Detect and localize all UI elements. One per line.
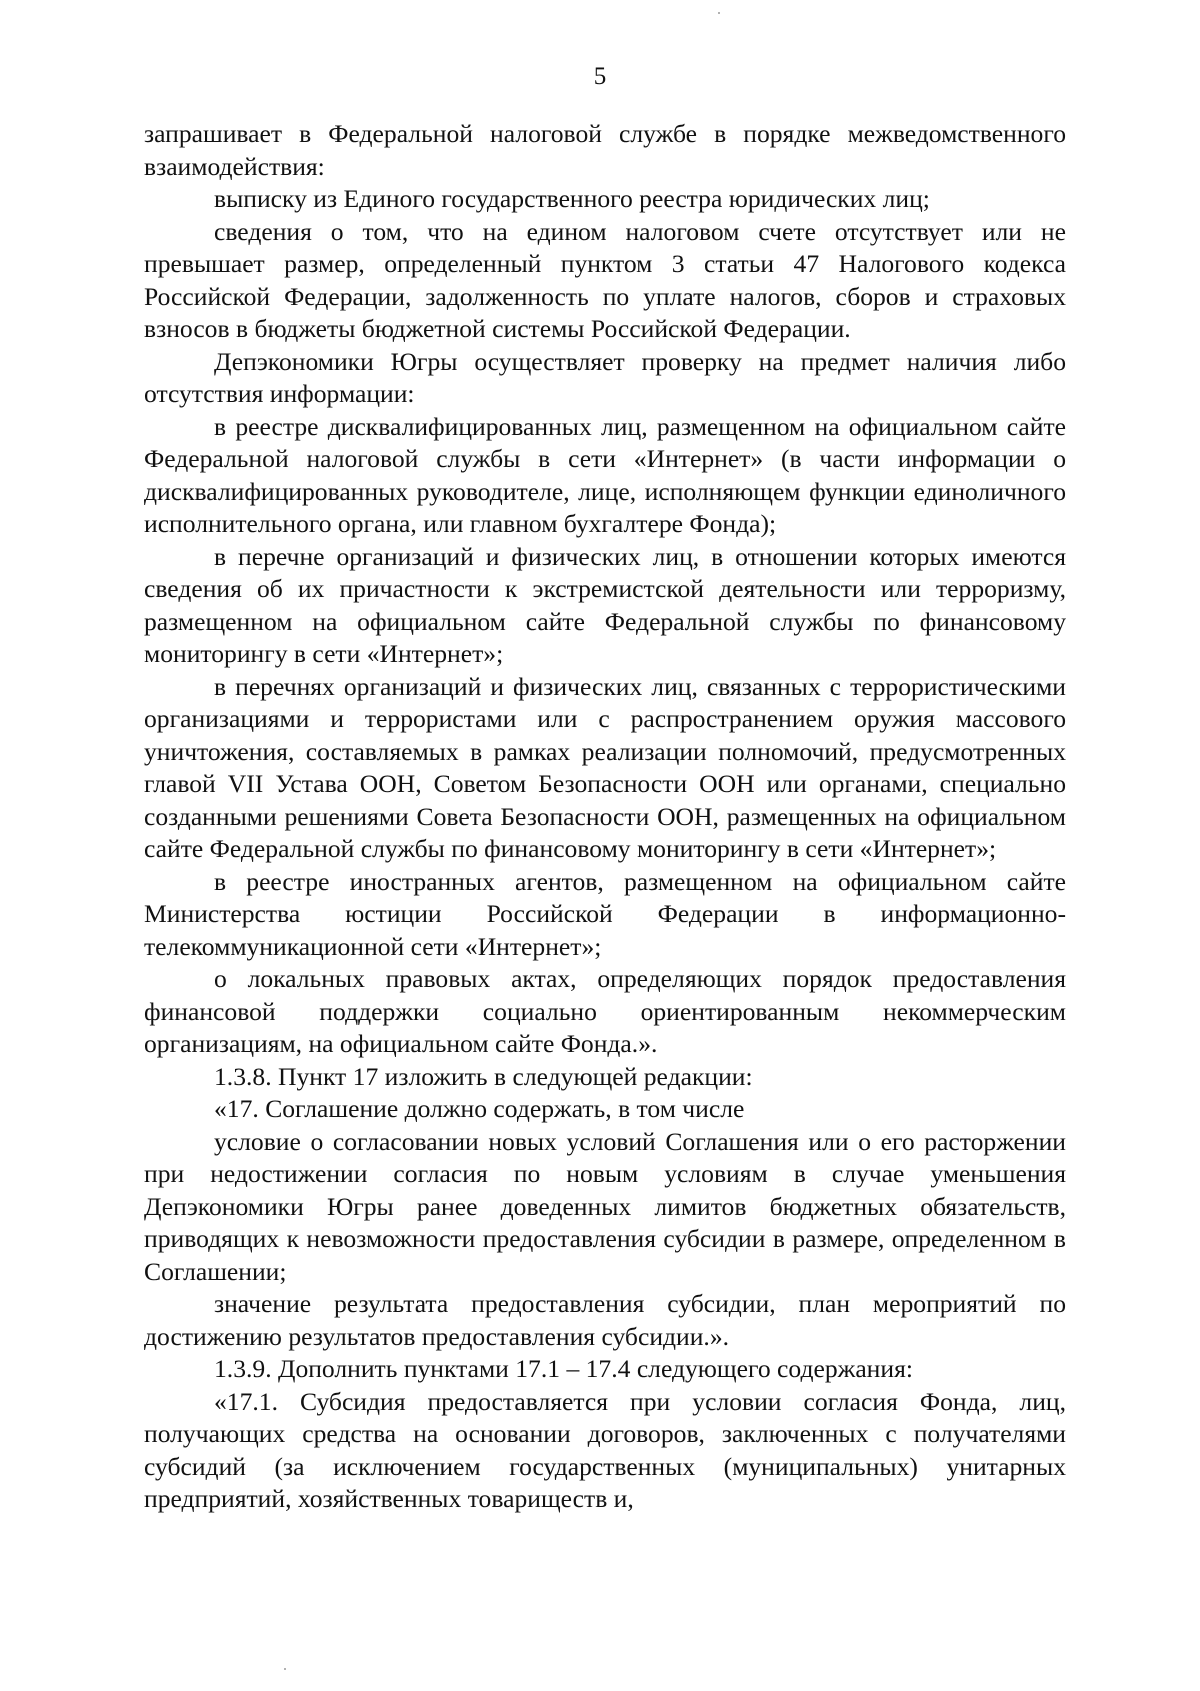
paragraph: в перечнях организаций и физических лиц, связанных с террористическими организациями и террористами или с распространением оружия массового уничтожения, составляемых в рамках реализации полномочий, предусмотренных главой VII Устава ООН, Советом Безопасности ООН или органами, специально созданными решениями Совета Безопасности ООН, размещенных на официальном сайте Федеральной службы по финансовому мониторингу в сети «Интернет»; [144, 671, 1066, 863]
paragraph: 1.3.9. Дополнить пунктами 17.1 – 17.4 следующего содержания: [214, 1354, 913, 1383]
paragraph: выписку из Единого государственного реестра юридических лиц; [214, 184, 930, 213]
document-body [144, 118, 1066, 1516]
paragraph: «17.1. Субсидия предоставляется при условии согласия Фонда, лиц, получающих средства на основании договоров, заключенных с получателями субсидий (за исключением государственных (муниципальных) унитарных предприятий, хозяйственных товариществ и, [144, 1386, 1066, 1513]
paragraph: о локальных правовых актах, определяющих порядок предоставления финансовой поддержки социально ориентированным некоммерческим организациям, на официальном сайте Фонда.». [144, 964, 1066, 1058]
paragraph: в реестре иностранных агентов, размещенном на официальном сайте Министерства юстиции Российской Федерации в информационно-телекоммуникационной сети «Интернет»; [144, 866, 1066, 961]
paragraph: Депэкономики Югры осуществляет проверку на предмет наличия либо отсутствия информации: [144, 346, 1066, 408]
paragraph: в перечне организаций и физических лиц, в отношении которых имеются сведения об их причастности к экстремистской деятельности или терроризму, размещенном на официальном сайте Федеральной службы по финансовому мониторингу в сети «Интернет»; [144, 541, 1066, 668]
page-number: 5 [593, 63, 607, 90]
paragraph: сведения о том, что на едином налоговом счете отсутствует или не превышает размер, определенный пунктом 3 статьи 47 Налогового кодекса Российской Федерации, задолженность по уплате налогов, сборов и страховых взносов в бюджеты бюджетной системы Российской Федерации. [144, 216, 1066, 343]
paragraph: «17. Соглашение должно содержать, в том числе [214, 1094, 745, 1123]
paragraph: в реестре дисквалифицированных лиц, размещенном на официальном сайте Федеральной налоговой службы в сети «Интернет» (в части информации о дисквалифицированных руководителе, лице, исполняющем функции единоличного исполнительного органа, или главном бухгалтере Фонда); [144, 411, 1066, 538]
paragraph: 1.3.8. Пункт 17 изложить в следующей редакции: [214, 1061, 753, 1091]
scan-speck [718, 12, 720, 14]
scan-speck [284, 1668, 286, 1670]
paragraph: условие о согласовании новых условий Соглашения или о его расторжении при недостижении согласия по новым условиям в случае уменьшения Депэкономики Югры ранее доведенных лимитов бюджетных обязательств, приводящих к невозможности предоставления субсидии в размере, определенном в Соглашении; [144, 1126, 1066, 1286]
paragraph: запрашивает в Федеральной налоговой службе в порядке межведомственного взаимодействия: [144, 119, 1066, 181]
paragraph: значение результата предоставления субсидии, план мероприятий по достижению результатов предоставления субсидии.». [144, 1289, 1066, 1351]
